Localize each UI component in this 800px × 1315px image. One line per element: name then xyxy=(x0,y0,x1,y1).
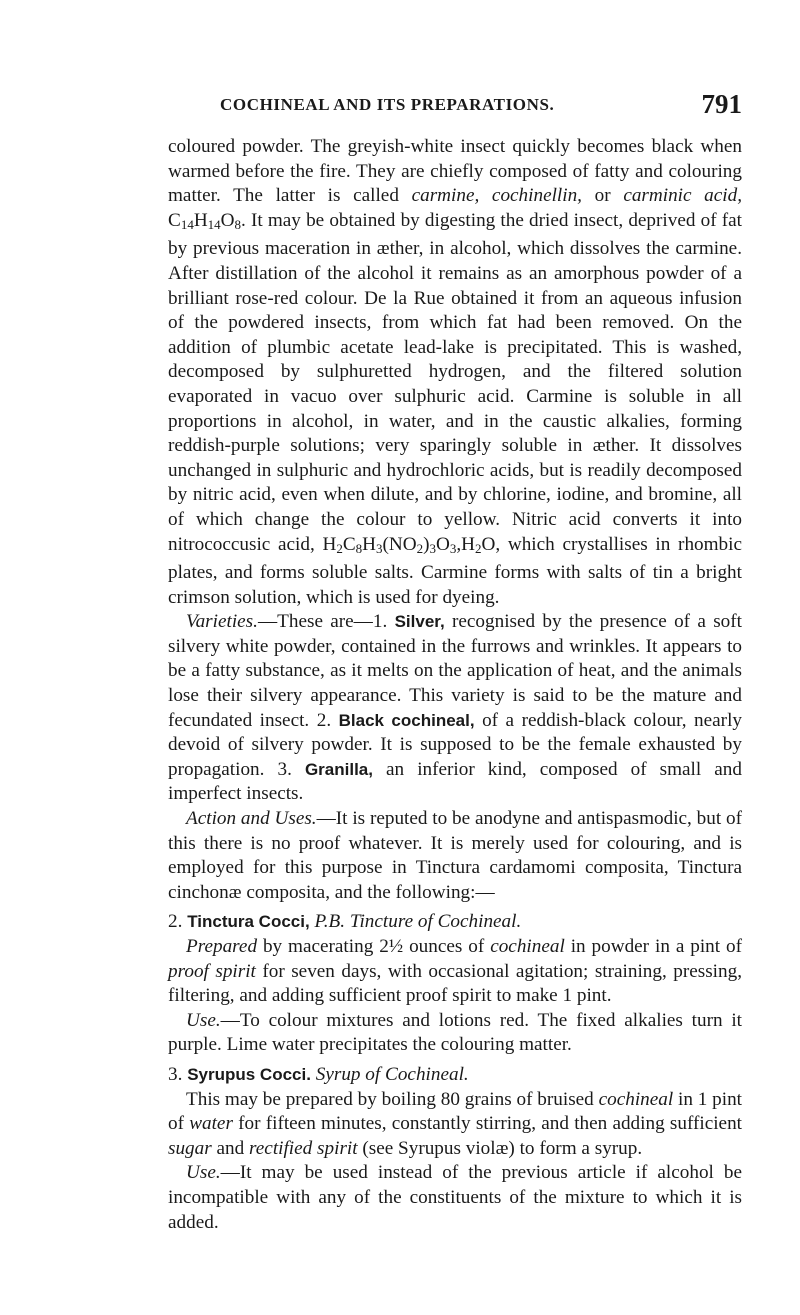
section-label: Varieties. xyxy=(186,611,258,633)
formula-subscript: 14 xyxy=(180,216,194,232)
formula-part: (NO xyxy=(382,533,417,555)
running-head: COCHINEAL AND ITS PREPARATIONS. xyxy=(220,95,555,114)
english-title: Tincture of Cochineal. xyxy=(345,911,522,933)
text-run: —To colour mixtures and lotions red. The fixed alkalies turn it purple. Lime water precipitates the colouring matter. xyxy=(168,1009,742,1056)
text-run: in 1 pint of xyxy=(168,1088,742,1135)
text-run: or xyxy=(581,185,624,207)
english-title: Syrup of Cochineal. xyxy=(310,1063,469,1085)
formula-part: C xyxy=(168,209,181,231)
formula-subscript: 3 xyxy=(429,540,436,556)
italic-term: cochineal xyxy=(598,1088,674,1110)
formula-part: O xyxy=(220,209,235,231)
formula-subscript: 3 xyxy=(375,540,383,556)
section-label: Prepared xyxy=(186,936,258,957)
paragraph-varieties xyxy=(168,610,742,807)
italic-term: proof spirit xyxy=(168,960,256,982)
text-run: by macerating 2½ ounces of xyxy=(257,936,491,957)
formula-subscript: 8 xyxy=(234,216,242,232)
paragraph-use-tincture xyxy=(168,1009,742,1058)
text-run: of a reddish-black colour, nearly devoid of silvery powder. It is supposed to be the female exhausted by propagation. 3. xyxy=(168,709,742,780)
text-run: for fifteen minutes, constantly stirring, and then adding sufficient xyxy=(232,1113,742,1135)
item-number: 2. xyxy=(168,911,188,933)
text-run: —These are—1. xyxy=(257,611,395,633)
page-number: 791 xyxy=(701,89,742,119)
italic-term: cochineal xyxy=(490,936,565,957)
text-run: —It may be used instead of the previous article if alcohol be incompatible with any of the constituents of the mixture to which it is added. xyxy=(168,1162,742,1233)
text-run: (see Syrupus violæ) to form a syrup. xyxy=(357,1137,643,1159)
formula-subscript: 14 xyxy=(207,216,221,232)
page-body xyxy=(168,135,742,1235)
variety-name: Black cochineal, xyxy=(338,710,475,730)
formula-part: ,H xyxy=(456,533,475,555)
preparation-title: Syrupus Cocci. xyxy=(187,1064,311,1084)
text-run: in powder in a pint of xyxy=(564,936,742,957)
text-run: —It is reputed to be anodyne and antispasmodic, but of this there is no proof whatever. It is merely used for colouring, and is employed for this purpose in Tinctura cardamomi composita, Tinctura cinchonæ composita, and the following:— xyxy=(168,808,742,903)
formula-part: ) xyxy=(423,533,430,555)
formula-part: H xyxy=(362,533,376,555)
italic-term: sugar xyxy=(168,1137,212,1159)
section-label: Use. xyxy=(186,1162,221,1184)
text-run: an inferior kind, composed of small and imperfect insects. xyxy=(168,758,742,805)
text-run: for seven days, with occasional agitation; straining, pressing, filtering, and adding sufficient proof spirit to make 1 pint. xyxy=(168,960,742,1007)
formula-subscript: 2 xyxy=(416,540,424,556)
item-number: 3. xyxy=(168,1063,188,1085)
text-run: This may be prepared by boiling 80 grains of bruised xyxy=(186,1088,599,1110)
formula-part: C xyxy=(342,533,356,555)
formula-subscript: 2 xyxy=(475,540,482,556)
paragraph-action-uses xyxy=(168,807,742,905)
formula-subscript: 3 xyxy=(449,540,457,556)
paragraph-carmine xyxy=(168,135,742,610)
text-run: and xyxy=(211,1137,250,1159)
section-label: Action and Uses. xyxy=(186,808,317,830)
italic-term: carmine, cochinellin, xyxy=(411,185,582,207)
paragraph-use-syrup xyxy=(168,1161,742,1235)
text-run: . It may be obtained by digesting the dried insect, deprived of fat by previous maceration in æther, in alcohol, which dissolves the carmine. After distillation of the alcohol it remains as an amorphous powder of a brilliant rose-red colour. De la Rue obtained it from an aqueous infusion of the powdered insects, from which fat had been removed. On the addition of plumbic acetate lead-lake is precipitated. This is washed, decomposed by sulphuretted hydrogen, and the filtered solution evaporated in vacuo over sulphuric acid. Carmine is soluble in all proportions in alcohol, in water, and in the caustic alkalies, forming reddish-purple solutions; very sparingly soluble in æther. It dissolves unchanged in sulphuric and hydrochloric acids, but is readily decomposed by nitric acid, even when dilute, and by chlorine, iodine, and bromine, all of which change the colour to yellow. Nitric acid converts it into nitrococcusic acid, H xyxy=(168,209,742,555)
page-header xyxy=(168,89,742,122)
paragraph-prepared xyxy=(168,935,742,1009)
preparation-title: Tinctura Cocci, xyxy=(187,912,310,932)
formula-subscript: 2 xyxy=(336,540,343,556)
formula-part: O xyxy=(435,533,450,555)
paragraph-syrup-prep xyxy=(168,1088,742,1162)
text-run: O, which crystallises in rhombic plates, and forms soluble salts. Carmine forms with salts of tin a bright crimson solution, which is used for dyeing. xyxy=(168,533,742,608)
italic-term: rectified spirit xyxy=(249,1137,358,1159)
heading-syrupus-cocci xyxy=(168,1063,742,1088)
text-run: recognised by the presence of a soft silvery white powder, contained in the furrows and wrinkles. It appears to be a fatty substance, as it melts on the application of heat, and the animals lose their silvery appearance. This variety is said to be the mature and fecundated insect. 2. xyxy=(168,611,742,731)
heading-tinctura-cocci xyxy=(168,910,742,935)
text-run: coloured powder. The greyish-white insect quickly becomes black when warmed before the fire. They are chiefly composed of fatty and colouring matter. The latter is called xyxy=(168,136,742,207)
formula-part: H xyxy=(193,209,208,231)
italic-term: carminic acid, xyxy=(623,185,743,207)
pharmacopoeia-mark: P.B. xyxy=(309,911,346,933)
section-label: Use. xyxy=(186,1009,221,1031)
formula-subscript: 8 xyxy=(355,540,363,556)
variety-name: Granilla, xyxy=(304,759,373,779)
italic-term: water xyxy=(189,1113,233,1135)
variety-name: Silver, xyxy=(394,612,445,632)
